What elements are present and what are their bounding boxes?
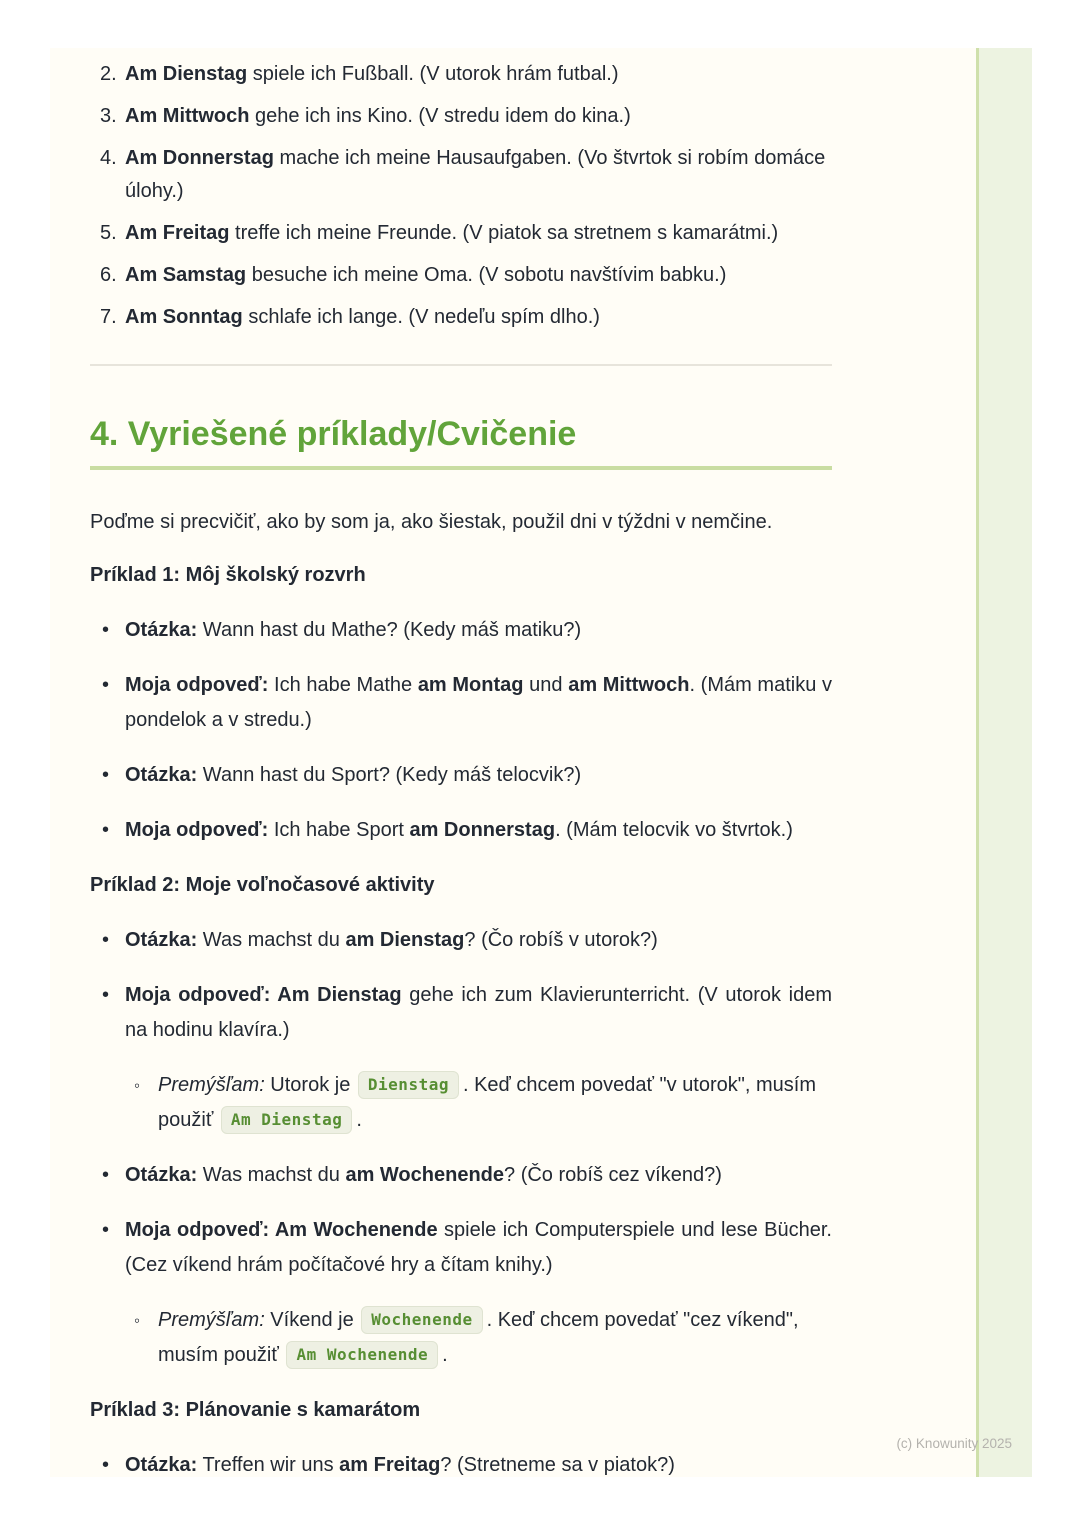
bullet-marker-icon: •	[102, 619, 110, 641]
bullet-marker-icon: •	[102, 984, 110, 1006]
text-segment: ? (Stretneme sa v piatok?)	[440, 1454, 675, 1476]
bullet-item	[90, 1158, 832, 1193]
text-segment: spiele ich Computerspiele und lese Bücher. (Cez víkend hrám počítačové hry a čítam knihy.)	[125, 1219, 832, 1276]
section-divider	[90, 364, 832, 366]
numbered-list-item	[90, 259, 832, 292]
text-segment: am Donnerstag	[409, 819, 556, 841]
bullet-text	[125, 813, 832, 848]
list-number: 2.	[100, 63, 117, 85]
bullet-text	[125, 1448, 832, 1477]
text-segment: Am Sonntag	[125, 306, 243, 328]
code-chip: Wochenende	[361, 1306, 482, 1334]
bullet-text	[125, 1158, 832, 1193]
sub-bullet-item	[90, 1303, 832, 1373]
numbered-list-item	[90, 217, 832, 250]
list-item-text	[125, 217, 832, 250]
text-segment: Am Donnerstag	[125, 147, 274, 169]
example-title: Príklad 1: Môj školský rozvrh	[90, 564, 366, 586]
watermark: (c) Knowunity 2025	[896, 1436, 1012, 1451]
bullet-text	[158, 1068, 832, 1138]
bullet-text	[125, 978, 832, 1048]
text-segment: Am Dienstag	[125, 63, 248, 85]
text-segment: treffe ich meine Freunde. (V piatok sa stretnem s kamarátmi.)	[229, 222, 779, 244]
code-chip: Am Wochenende	[286, 1341, 438, 1369]
bullet-text	[125, 1213, 832, 1283]
text-segment: mache ich meine Hausaufgaben. (Vo štvrtok si robím domáce úlohy.)	[125, 147, 826, 202]
text-segment: besuche ich meine Oma. (V sobotu navštívim babku.)	[246, 264, 727, 286]
text-segment: spiele ich Fußball. (V utorok hrám futbal.)	[247, 63, 619, 85]
page-accent-stripe	[976, 48, 1032, 1477]
text-segment: Otázka:	[125, 764, 198, 786]
text-segment: am Dienstag	[345, 929, 465, 951]
text-segment: Otázka:	[125, 619, 198, 641]
text-segment: am Wochenende	[345, 1164, 505, 1186]
bullet-marker-icon: •	[102, 929, 110, 951]
text-segment: Am Freitag	[125, 222, 230, 244]
code-chip: Am Dienstag	[221, 1106, 352, 1134]
text-segment: Ich habe Mathe	[268, 674, 418, 696]
bullet-text	[125, 668, 832, 738]
text-segment: Wann hast du Sport? (Kedy máš telocvik?)	[197, 764, 582, 786]
bullet-item	[90, 813, 832, 848]
text-segment: am Mittwoch	[568, 674, 690, 696]
text-segment: . Keď chcem povedať "cez víkend", musím použiť	[158, 1309, 799, 1366]
text-segment: Ich habe Sport	[268, 819, 410, 841]
list-item-text	[125, 58, 832, 91]
bullet-marker-icon: •	[102, 1219, 110, 1241]
text-segment: . (Mám telocvik vo štvrtok.)	[555, 819, 793, 841]
text-segment: schlafe ich lange. (V nedeľu spím dlho.)	[242, 306, 600, 328]
sub-bullet-item	[90, 1068, 832, 1138]
text-segment: gehe ich ins Kino. (V stredu idem do kina.)	[249, 105, 631, 127]
text-segment: Premýšľam:	[158, 1074, 265, 1096]
examples-section	[90, 558, 832, 1477]
text-segment: ? (Čo robíš v utorok?)	[464, 929, 658, 951]
bullet-marker-icon: ◦	[134, 1076, 141, 1095]
text-segment: Treffen wir uns	[197, 1454, 340, 1476]
bullet-marker-icon: •	[102, 819, 110, 841]
list-item-text	[125, 142, 832, 208]
text-segment: .	[356, 1109, 362, 1131]
numbered-list-item	[90, 301, 832, 334]
text-segment: Premýšľam:	[158, 1309, 265, 1331]
text-segment: . Keď chcem povedať "v utorok", musím použiť	[158, 1074, 816, 1131]
bullet-text	[125, 923, 832, 958]
bullet-text	[125, 758, 832, 793]
list-number: 4.	[100, 147, 117, 169]
text-segment: Wann hast du Mathe? (Kedy máš matiku?)	[197, 619, 582, 641]
bullet-marker-icon: •	[102, 1164, 110, 1186]
section-intro: Poďme si precvičiť, ako by som ja, ako šiestak, použil dni v týždni v nemčine.	[90, 511, 773, 533]
text-segment: gehe ich zum Klavierunterricht. (V utorok idem na hodinu klavíra.)	[125, 984, 832, 1041]
numbered-list-item	[90, 100, 832, 133]
bullet-item	[90, 923, 832, 958]
bullet-item	[90, 668, 832, 738]
document-page	[50, 48, 1032, 1477]
bullet-marker-icon: ◦	[134, 1311, 141, 1330]
list-number: 6.	[100, 264, 117, 286]
numbered-list-item	[90, 58, 832, 91]
list-number: 5.	[100, 222, 117, 244]
bullet-text	[125, 613, 832, 648]
example-title: Príklad 3: Plánovanie s kamarátom	[90, 1399, 421, 1421]
numbered-list-item	[90, 142, 832, 208]
text-segment: am Freitag	[339, 1454, 441, 1476]
bullet-item	[90, 1448, 832, 1477]
text-segment: . (Mám matiku v pondelok a v stredu.)	[125, 674, 833, 731]
text-segment: und	[523, 674, 569, 696]
code-chip: Dienstag	[358, 1071, 459, 1099]
text-segment: Am Mittwoch	[125, 105, 250, 127]
text-segment: Utorok je	[264, 1074, 356, 1096]
numbered-list	[90, 58, 832, 334]
section-heading: 4. Vyriešené príklady/Cvičenie	[90, 412, 832, 470]
list-item-text	[125, 100, 832, 133]
list-item-text	[125, 259, 832, 292]
bullet-marker-icon: •	[102, 674, 110, 696]
text-segment: am Montag	[417, 674, 524, 696]
text-segment: ? (Čo robíš cez víkend?)	[504, 1164, 722, 1186]
text-segment: Was machst du	[197, 1164, 346, 1186]
text-segment: Otázka:	[125, 1164, 198, 1186]
text-segment: .	[442, 1344, 448, 1366]
text-segment: Was machst du	[197, 929, 346, 951]
text-segment: Moja odpoveď:	[125, 674, 269, 696]
list-number: 3.	[100, 105, 117, 127]
page-content	[90, 58, 832, 1477]
text-segment: Otázka:	[125, 1454, 198, 1476]
text-segment: Moja odpoveď: Am Wochenende	[125, 1219, 438, 1241]
text-segment: Otázka:	[125, 929, 198, 951]
bullet-item	[90, 978, 832, 1048]
list-item-text	[125, 301, 832, 334]
list-number: 7.	[100, 306, 117, 328]
bullet-item	[90, 1213, 832, 1283]
bullet-item	[90, 758, 832, 793]
text-segment: Moja odpoveď: Am Dienstag	[125, 984, 402, 1006]
bullet-item	[90, 613, 832, 648]
text-segment: Víkend je	[264, 1309, 360, 1331]
bullet-text	[158, 1303, 832, 1373]
example-title: Príklad 2: Moje voľnočasové aktivity	[90, 874, 435, 896]
text-segment: Moja odpoveď:	[125, 819, 269, 841]
bullet-marker-icon: •	[102, 1454, 110, 1476]
bullet-marker-icon: •	[102, 764, 110, 786]
text-segment: Am Samstag	[125, 264, 247, 286]
